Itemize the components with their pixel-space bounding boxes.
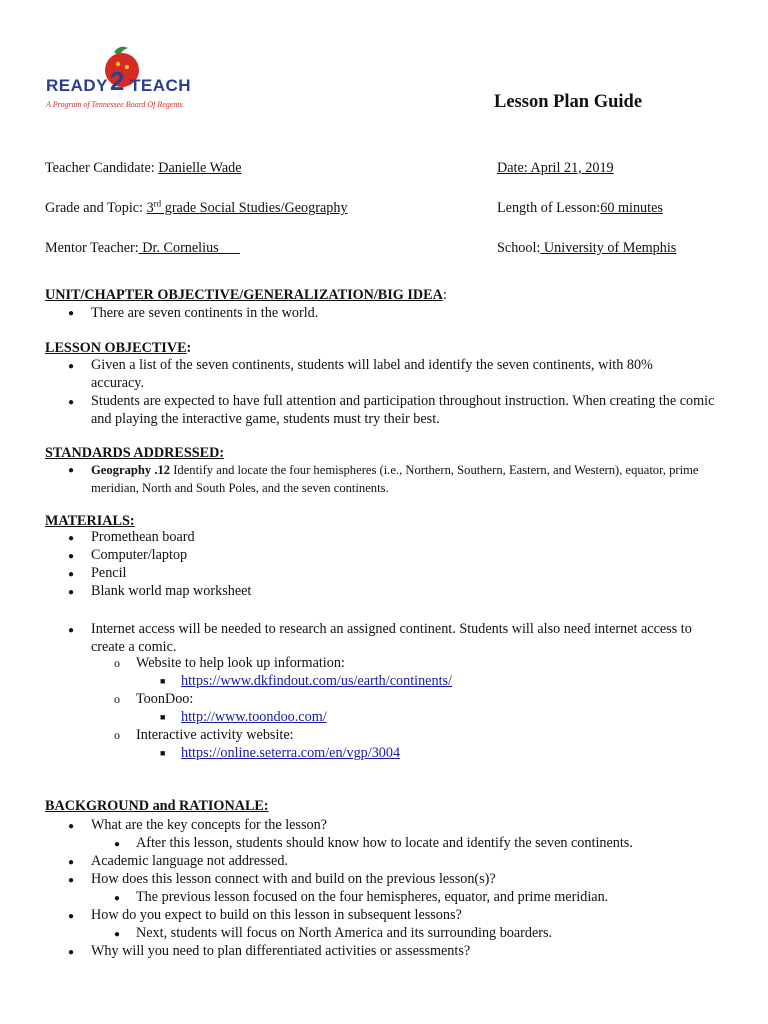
bullet-icon: ●: [68, 551, 75, 562]
standards-heading: STANDARDS ADDRESSED:: [45, 445, 225, 461]
dkfindout-link[interactable]: https://www.dkfindout.com/us/earth/continents/: [181, 673, 452, 689]
logo-digit-text: 2: [110, 66, 125, 96]
school-label: School:: [497, 240, 541, 256]
grade-subject: grade Social Studies/Geography: [161, 200, 348, 216]
list-item: There are seven continents in the world.: [91, 305, 319, 321]
list-item: Given a list of the seven continents, students will label and identify the seven continents, with 80% accuracy.: [91, 357, 653, 391]
sub-list-item: Website to help look up information:: [136, 655, 345, 671]
bullet-icon: ●: [114, 839, 121, 850]
lesson-objective-colon: :: [186, 340, 192, 356]
grade-number: 3: [146, 200, 154, 216]
bullet-icon: ●: [114, 929, 121, 940]
standard-text: Identify and locate the four hemispheres (i.e., Northern, Southern, Eastern, and Western), equator, prime meridian, North and South Poles, and the seven continents.: [91, 463, 699, 495]
sub-list-item: ToonDoo:: [136, 691, 194, 707]
background-heading: BACKGROUND and RATIONALE:: [45, 798, 269, 814]
circle-bullet-icon: o: [114, 656, 120, 670]
unit-heading-colon: :: [442, 287, 447, 303]
toondoo-link[interactable]: http://www.toondoo.com/: [181, 709, 327, 725]
bullet-icon: ●: [68, 308, 75, 319]
list-item: Internet access will be needed to research an assigned continent. Students will also need internet access to create a comic.: [91, 621, 692, 655]
bullet-icon: ●: [68, 361, 75, 372]
logo-teach-text: TEACH: [130, 76, 192, 95]
bullet-icon: ●: [68, 465, 75, 476]
grade-value: [147, 200, 348, 216]
list-item: Blank world map worksheet: [91, 583, 252, 599]
materials-heading: MATERIALS:: [45, 513, 135, 529]
logo-tagline: A Program of Tennessee Board Of Regents: [46, 100, 183, 109]
mentor-label: Mentor Teacher:: [45, 240, 139, 256]
unit-heading-text: UNIT/CHAPTER OBJECTIVE/GENERALIZATION/BIG IDEA: [45, 287, 443, 303]
bullet-icon: ●: [68, 397, 75, 408]
list-item: Computer/laptop: [91, 547, 188, 563]
logo-ready-text: READY: [46, 76, 109, 95]
bullet-icon: ●: [68, 533, 75, 544]
date-value: April 21, 2019: [527, 160, 614, 176]
sub-list-item: After this lesson, students should know how to locate and identify the seven continents.: [136, 835, 633, 851]
mentor-row: [45, 240, 240, 257]
square-bullet-icon: ■: [160, 712, 166, 722]
list-item: What are the key concepts for the lesson?: [91, 817, 327, 833]
list-item: Promethean board: [91, 529, 195, 545]
bullet-icon: ●: [68, 587, 75, 598]
ready2teach-logo: [44, 44, 194, 114]
mentor-value: Dr. Cornelius: [138, 240, 240, 256]
page-title: Lesson Plan Guide: [494, 92, 643, 112]
list-item: How do you expect to build on this lesson in subsequent lessons?: [91, 907, 462, 923]
teacher-value: Danielle Wade: [158, 160, 242, 176]
unit-objective-heading: [45, 287, 447, 304]
date-row: [497, 160, 614, 177]
grade-suffix: rd: [153, 198, 162, 209]
list-item: Pencil: [91, 565, 127, 581]
bullet-icon: ●: [68, 625, 75, 636]
lesson-objective-heading: [45, 340, 191, 357]
bullet-icon: ●: [68, 821, 75, 832]
circle-bullet-icon: o: [114, 692, 120, 706]
date-label: Date:: [497, 160, 528, 176]
sub-list-item: Next, students will focus on North America and its surrounding boarders.: [136, 925, 553, 941]
list-item: Academic language not addressed.: [91, 853, 288, 869]
teacher-candidate-row: [45, 160, 242, 177]
bullet-icon: ●: [68, 947, 75, 958]
standard-code: Geography .12: [91, 463, 171, 477]
bullet-icon: ●: [68, 911, 75, 922]
sub-list-item: The previous lesson focused on the four hemispheres, equator, and prime meridian.: [136, 889, 609, 905]
lesson-objective-heading-text: LESSON OBJECTIVE: [45, 340, 187, 356]
standards-item: [91, 461, 731, 497]
bullet-icon: ●: [68, 875, 75, 886]
school-value: University of Memphis: [540, 240, 677, 256]
list-item: How does this lesson connect with and build on the previous lesson(s)?: [91, 871, 496, 887]
length-label: Length of Lesson:: [497, 200, 601, 216]
list-item: Students are expected to have full attention and participation throughout instruction. When creating the comic and playing the interactive game, students must try their best.: [91, 393, 715, 427]
circle-bullet-icon: o: [114, 728, 120, 742]
grade-topic-row: [45, 200, 348, 217]
grade-label: Grade and Topic:: [45, 200, 147, 216]
bullet-icon: ●: [68, 569, 75, 580]
length-value: 60 minutes: [600, 200, 663, 216]
school-row: [497, 240, 676, 257]
square-bullet-icon: ■: [160, 676, 166, 686]
bullet-icon: ●: [68, 857, 75, 868]
square-bullet-icon: ■: [160, 748, 166, 758]
seterra-link[interactable]: https://online.seterra.com/en/vgp/3004: [181, 745, 401, 761]
teacher-label: Teacher Candidate:: [45, 160, 159, 176]
sub-list-item: Interactive activity website:: [136, 727, 294, 743]
length-row: [497, 200, 663, 217]
bullet-icon: ●: [114, 893, 121, 904]
list-item: Why will you need to plan differentiated activities or assessments?: [91, 943, 471, 959]
